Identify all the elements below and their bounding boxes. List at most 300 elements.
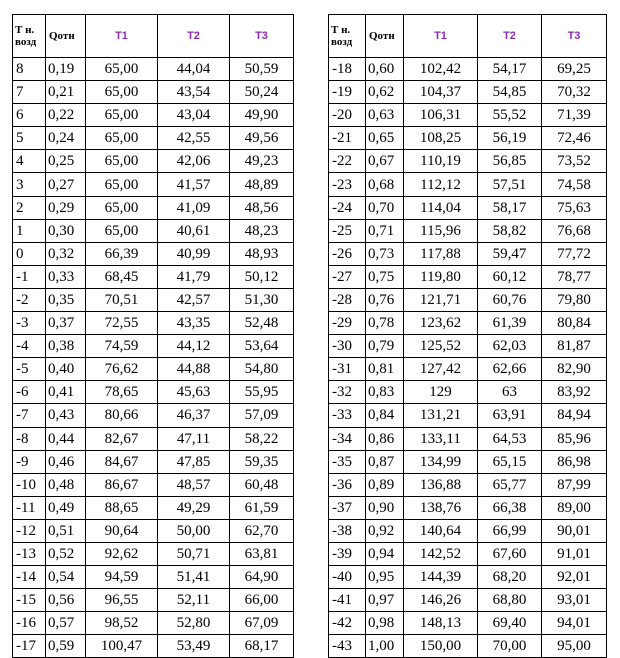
cell-t-air: -34 [329, 427, 366, 450]
table-row [329, 519, 607, 542]
table-row [329, 381, 607, 404]
cell-t2: 60,76 [478, 288, 542, 311]
cell-t2: 62,66 [478, 358, 542, 381]
cell-t1: 74,59 [86, 335, 158, 358]
cell-t3: 74,58 [542, 173, 607, 196]
cell-t3: 93,01 [542, 589, 607, 612]
table-row [13, 519, 294, 542]
table-row [13, 566, 294, 589]
cell-t3: 82,90 [542, 358, 607, 381]
table-row [13, 219, 294, 242]
cell-t1: 125,52 [404, 335, 478, 358]
cell-q: 0,59 [46, 635, 86, 658]
cell-t3: 91,01 [542, 542, 607, 565]
cell-t3: 58,22 [230, 427, 294, 450]
cell-t2: 40,99 [158, 242, 230, 265]
cell-t-air: -22 [329, 150, 366, 173]
cell-t1: 65,00 [86, 81, 158, 104]
table-row [13, 127, 294, 150]
cell-t1: 108,25 [404, 127, 478, 150]
cell-q: 0,25 [46, 150, 86, 173]
cell-t-air: 3 [13, 173, 46, 196]
cell-q: 0,46 [46, 450, 86, 473]
cell-t-air: -33 [329, 404, 366, 427]
cell-t2: 43,04 [158, 104, 230, 127]
cell-t1: 65,00 [86, 127, 158, 150]
table-row [13, 173, 294, 196]
cell-t3: 90,01 [542, 519, 607, 542]
header-row [13, 15, 294, 58]
cell-q: 0,67 [366, 150, 404, 173]
table-row [329, 566, 607, 589]
table-row [13, 496, 294, 519]
header-t-air: Т н. возд [329, 15, 366, 58]
cell-t1: 112,12 [404, 173, 478, 196]
cell-t3: 61,59 [230, 496, 294, 519]
cell-t3: 89,00 [542, 496, 607, 519]
cell-q: 0,57 [46, 612, 86, 635]
cell-t-air: -19 [329, 81, 366, 104]
header-q: Qотн [366, 15, 404, 58]
cell-t2: 54,17 [478, 58, 542, 81]
cell-q: 0,81 [366, 358, 404, 381]
table-row [329, 473, 607, 496]
cell-t2: 48,57 [158, 473, 230, 496]
cell-q: 0,63 [366, 104, 404, 127]
cell-t3: 62,70 [230, 519, 294, 542]
cell-t3: 48,56 [230, 196, 294, 219]
cell-q: 0,78 [366, 312, 404, 335]
table-row [329, 358, 607, 381]
cell-t1: 150,00 [404, 635, 478, 658]
cell-t1: 106,31 [404, 104, 478, 127]
cell-t3: 64,90 [230, 566, 294, 589]
table-row [13, 81, 294, 104]
cell-t1: 68,45 [86, 265, 158, 288]
cell-t2: 56,19 [478, 127, 542, 150]
cell-t-air: -35 [329, 450, 366, 473]
table-row [329, 427, 607, 450]
cell-t1: 88,65 [86, 496, 158, 519]
cell-t3: 60,48 [230, 473, 294, 496]
cell-q: 0,98 [366, 612, 404, 635]
cell-t1: 114,04 [404, 196, 478, 219]
cell-t-air: 4 [13, 150, 46, 173]
table-row [329, 265, 607, 288]
cell-t2: 47,11 [158, 427, 230, 450]
table-row [329, 81, 607, 104]
cell-t2: 70,00 [478, 635, 542, 658]
cell-t-air: -43 [329, 635, 366, 658]
cell-t1: 76,62 [86, 358, 158, 381]
cell-t3: 50,24 [230, 81, 294, 104]
cell-t2: 42,57 [158, 288, 230, 311]
table-row [329, 589, 607, 612]
cell-t-air: -12 [13, 519, 46, 542]
table-row [13, 58, 294, 81]
cell-t2: 57,51 [478, 173, 542, 196]
cell-t3: 71,39 [542, 104, 607, 127]
header-t1: T1 [86, 15, 158, 58]
cell-q: 0,44 [46, 427, 86, 450]
table-row [13, 450, 294, 473]
cell-t1: 65,00 [86, 196, 158, 219]
cell-t2: 63,91 [478, 404, 542, 427]
cell-t1: 148,13 [404, 612, 478, 635]
cell-t-air: -28 [329, 288, 366, 311]
cell-t3: 49,23 [230, 150, 294, 173]
cell-t2: 69,40 [478, 612, 542, 635]
cell-q: 0,24 [46, 127, 86, 150]
cell-t-air: -15 [13, 589, 46, 612]
cell-t-air: -18 [329, 58, 366, 81]
cell-t2: 50,71 [158, 542, 230, 565]
table-row [329, 150, 607, 173]
cell-t1: 146,26 [404, 589, 478, 612]
cell-q: 0,54 [46, 566, 86, 589]
cell-t-air: -11 [13, 496, 46, 519]
cell-q: 0,84 [366, 404, 404, 427]
cell-t-air: -7 [13, 404, 46, 427]
cell-t1: 142,52 [404, 542, 478, 565]
cell-t1: 84,67 [86, 450, 158, 473]
cell-t2: 41,79 [158, 265, 230, 288]
cell-t1: 119,80 [404, 265, 478, 288]
cell-q: 0,70 [366, 196, 404, 219]
cell-t3: 70,32 [542, 81, 607, 104]
cell-t2: 66,38 [478, 496, 542, 519]
cell-q: 0,29 [46, 196, 86, 219]
cell-t1: 65,00 [86, 104, 158, 127]
cell-t3: 52,48 [230, 312, 294, 335]
cell-t3: 57,09 [230, 404, 294, 427]
cell-t-air: -30 [329, 335, 366, 358]
cell-t1: 136,88 [404, 473, 478, 496]
cell-t1: 66,39 [86, 242, 158, 265]
table-row [329, 219, 607, 242]
cell-q: 0,65 [366, 127, 404, 150]
cell-t-air: 2 [13, 196, 46, 219]
cell-q: 0,76 [366, 288, 404, 311]
table-row [13, 104, 294, 127]
cell-t-air: 0 [13, 242, 46, 265]
cell-t3: 50,59 [230, 58, 294, 81]
header-t1: T1 [404, 15, 478, 58]
cell-t3: 78,77 [542, 265, 607, 288]
cell-t-air: -38 [329, 519, 366, 542]
cell-t-air: -5 [13, 358, 46, 381]
table-row [13, 427, 294, 450]
cell-t2: 50,00 [158, 519, 230, 542]
cell-t-air: 5 [13, 127, 46, 150]
cell-q: 0,75 [366, 265, 404, 288]
cell-t2: 46,37 [158, 404, 230, 427]
table-row [329, 404, 607, 427]
cell-t2: 65,15 [478, 450, 542, 473]
cell-t-air: -26 [329, 242, 366, 265]
cell-t2: 49,29 [158, 496, 230, 519]
cell-t1: 65,00 [86, 219, 158, 242]
cell-t3: 77,72 [542, 242, 607, 265]
table-row [329, 58, 607, 81]
cell-q: 0,95 [366, 566, 404, 589]
cell-t-air: 8 [13, 58, 46, 81]
cell-t2: 45,63 [158, 381, 230, 404]
cell-t3: 94,01 [542, 612, 607, 635]
cell-t-air: -23 [329, 173, 366, 196]
cell-t1: 123,62 [404, 312, 478, 335]
cell-t1: 86,67 [86, 473, 158, 496]
table-row [13, 612, 294, 635]
cell-t2: 62,03 [478, 335, 542, 358]
cell-t1: 131,21 [404, 404, 478, 427]
cell-q: 0,92 [366, 519, 404, 542]
cell-t3: 86,98 [542, 450, 607, 473]
cell-t2: 58,82 [478, 219, 542, 242]
table-row [329, 312, 607, 335]
cell-t2: 51,41 [158, 566, 230, 589]
cell-t1: 133,11 [404, 427, 478, 450]
cell-t3: 83,92 [542, 381, 607, 404]
cell-t-air: 6 [13, 104, 46, 127]
cell-t1: 138,76 [404, 496, 478, 519]
cell-q: 0,71 [366, 219, 404, 242]
cell-q: 0,90 [366, 496, 404, 519]
cell-t3: 66,00 [230, 589, 294, 612]
header-q: Qотн [46, 15, 86, 58]
table-row [329, 542, 607, 565]
cell-t2: 42,06 [158, 150, 230, 173]
cell-t2: 43,54 [158, 81, 230, 104]
cell-q: 0,83 [366, 381, 404, 404]
table-row [329, 450, 607, 473]
cell-t3: 79,80 [542, 288, 607, 311]
cell-t1: 65,00 [86, 58, 158, 81]
cell-t3: 59,35 [230, 450, 294, 473]
header-t3: T3 [230, 15, 294, 58]
cell-q: 0,41 [46, 381, 86, 404]
cell-t1: 90,64 [86, 519, 158, 542]
cell-q: 0,97 [366, 589, 404, 612]
cell-t-air: -4 [13, 335, 46, 358]
cell-t3: 55,95 [230, 381, 294, 404]
cell-t3: 73,52 [542, 150, 607, 173]
cell-t3: 48,93 [230, 242, 294, 265]
cell-t2: 53,49 [158, 635, 230, 658]
cell-t2: 44,88 [158, 358, 230, 381]
cell-t-air: -2 [13, 288, 46, 311]
cell-t2: 43,35 [158, 312, 230, 335]
table-row [329, 496, 607, 519]
cell-t3: 48,89 [230, 173, 294, 196]
table-row [329, 288, 607, 311]
cell-t-air: -37 [329, 496, 366, 519]
cell-t1: 129 [404, 381, 478, 404]
cell-t-air: 7 [13, 81, 46, 104]
cell-t3: 75,63 [542, 196, 607, 219]
cell-t3: 76,68 [542, 219, 607, 242]
cell-t2: 41,57 [158, 173, 230, 196]
cell-t2: 64,53 [478, 427, 542, 450]
cell-q: 0,48 [46, 473, 86, 496]
cell-t-air: -40 [329, 566, 366, 589]
table-row [329, 612, 607, 635]
cell-t2: 44,04 [158, 58, 230, 81]
cell-t2: 63 [478, 381, 542, 404]
cell-q: 0,62 [366, 81, 404, 104]
cell-t1: 98,52 [86, 612, 158, 635]
cell-q: 0,87 [366, 450, 404, 473]
header-t2: T2 [478, 15, 542, 58]
cell-t-air: -20 [329, 104, 366, 127]
cell-t1: 65,00 [86, 173, 158, 196]
cell-t2: 56,85 [478, 150, 542, 173]
cell-q: 0,94 [366, 542, 404, 565]
cell-q: 0,51 [46, 519, 86, 542]
cell-t3: 68,17 [230, 635, 294, 658]
cell-t3: 95,00 [542, 635, 607, 658]
cell-t2: 67,60 [478, 542, 542, 565]
cell-t3: 49,90 [230, 104, 294, 127]
cell-t3: 80,84 [542, 312, 607, 335]
cell-t-air: -17 [13, 635, 46, 658]
cell-q: 0,30 [46, 219, 86, 242]
cell-q: 0,38 [46, 335, 86, 358]
cell-q: 0,35 [46, 288, 86, 311]
table-row [329, 635, 607, 658]
table-row [13, 542, 294, 565]
table-row [329, 127, 607, 150]
table-row [13, 288, 294, 311]
cell-t3: 69,25 [542, 58, 607, 81]
cell-t2: 58,17 [478, 196, 542, 219]
cell-q: 1,00 [366, 635, 404, 658]
cell-t1: 121,71 [404, 288, 478, 311]
cell-q: 0,43 [46, 404, 86, 427]
cell-t1: 94,59 [86, 566, 158, 589]
cell-q: 0,89 [366, 473, 404, 496]
cell-t3: 50,12 [230, 265, 294, 288]
cell-q: 0,40 [46, 358, 86, 381]
cell-t2: 44,12 [158, 335, 230, 358]
cell-t2: 68,80 [478, 589, 542, 612]
cell-t2: 52,11 [158, 589, 230, 612]
table-row [13, 196, 294, 219]
cell-q: 0,52 [46, 542, 86, 565]
cell-t-air: -21 [329, 127, 366, 150]
table-row [329, 335, 607, 358]
temperature-table-right [328, 14, 607, 658]
cell-t-air: -16 [13, 612, 46, 635]
cell-t1: 92,62 [86, 542, 158, 565]
cell-q: 0,32 [46, 242, 86, 265]
cell-t1: 134,99 [404, 450, 478, 473]
cell-t-air: -3 [13, 312, 46, 335]
cell-t1: 100,47 [86, 635, 158, 658]
cell-t3: 67,09 [230, 612, 294, 635]
cell-t3: 81,87 [542, 335, 607, 358]
cell-t-air: -29 [329, 312, 366, 335]
cell-t3: 48,23 [230, 219, 294, 242]
table-row [13, 335, 294, 358]
table-row [13, 242, 294, 265]
cell-t3: 63,81 [230, 542, 294, 565]
cell-q: 0,22 [46, 104, 86, 127]
cell-t-air: -32 [329, 381, 366, 404]
cell-t1: 80,66 [86, 404, 158, 427]
table-row [13, 265, 294, 288]
cell-q: 0,37 [46, 312, 86, 335]
cell-t1: 127,42 [404, 358, 478, 381]
cell-t3: 85,96 [542, 427, 607, 450]
cell-t1: 96,55 [86, 589, 158, 612]
cell-t2: 42,55 [158, 127, 230, 150]
table-row [13, 312, 294, 335]
cell-q: 0,19 [46, 58, 86, 81]
cell-t1: 72,55 [86, 312, 158, 335]
cell-q: 0,56 [46, 589, 86, 612]
table-row [329, 242, 607, 265]
cell-q: 0,73 [366, 242, 404, 265]
cell-t2: 41,09 [158, 196, 230, 219]
table-row [13, 358, 294, 381]
cell-t1: 110,19 [404, 150, 478, 173]
cell-t3: 87,99 [542, 473, 607, 496]
cell-t-air: -42 [329, 612, 366, 635]
cell-t1: 70,51 [86, 288, 158, 311]
header-row [329, 15, 607, 58]
header-t3: T3 [542, 15, 607, 58]
cell-t-air: -25 [329, 219, 366, 242]
cell-t3: 84,94 [542, 404, 607, 427]
table-row [13, 150, 294, 173]
cell-t1: 117,88 [404, 242, 478, 265]
cell-t2: 52,80 [158, 612, 230, 635]
cell-t3: 53,64 [230, 335, 294, 358]
cell-t1: 78,65 [86, 381, 158, 404]
cell-t2: 59,47 [478, 242, 542, 265]
cell-t3: 51,30 [230, 288, 294, 311]
table-row [13, 473, 294, 496]
cell-t3: 92,01 [542, 566, 607, 589]
cell-t-air: -24 [329, 196, 366, 219]
cell-t-air: -9 [13, 450, 46, 473]
cell-t2: 47,85 [158, 450, 230, 473]
header-t-air: Т н. возд [13, 15, 46, 58]
cell-t-air: -36 [329, 473, 366, 496]
cell-t3: 49,56 [230, 127, 294, 150]
table-row [13, 381, 294, 404]
cell-t-air: -41 [329, 589, 366, 612]
table-row [329, 173, 607, 196]
cell-t-air: -31 [329, 358, 366, 381]
cell-t2: 40,61 [158, 219, 230, 242]
cell-t-air: -8 [13, 427, 46, 450]
cell-q: 0,21 [46, 81, 86, 104]
cell-t1: 140,64 [404, 519, 478, 542]
table-row [13, 635, 294, 658]
cell-q: 0,27 [46, 173, 86, 196]
cell-t2: 65,77 [478, 473, 542, 496]
cell-q: 0,33 [46, 265, 86, 288]
cell-t-air: -6 [13, 381, 46, 404]
cell-t2: 55,52 [478, 104, 542, 127]
cell-t1: 115,96 [404, 219, 478, 242]
cell-t-air: -27 [329, 265, 366, 288]
cell-q: 0,49 [46, 496, 86, 519]
table-row [329, 104, 607, 127]
cell-t3: 72,46 [542, 127, 607, 150]
